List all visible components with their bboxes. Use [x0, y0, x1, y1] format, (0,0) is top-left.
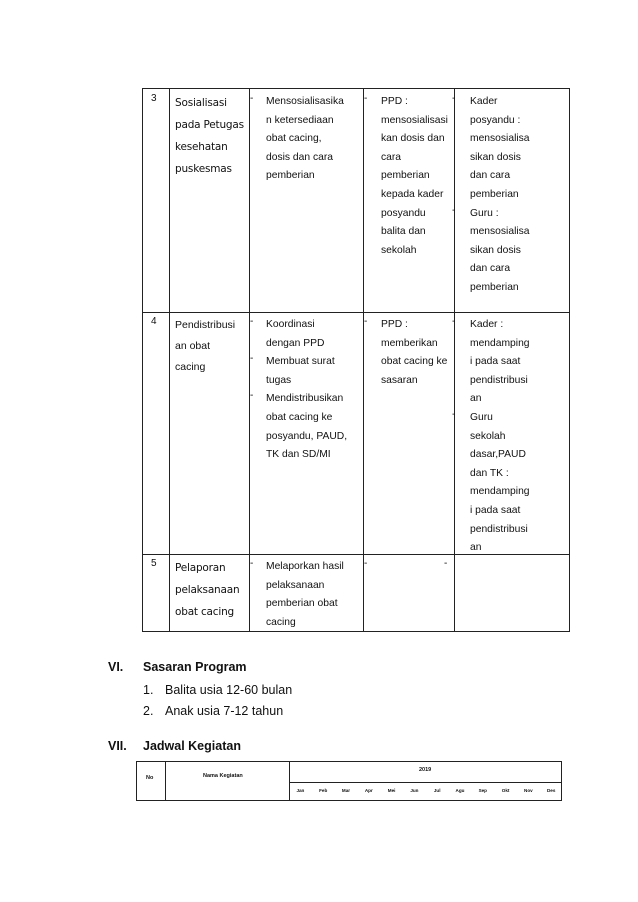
month-header: Jan: [296, 788, 305, 793]
row-number: 5: [151, 558, 157, 569]
month-header: Jun: [410, 788, 419, 793]
name-header: Nama Kegiatan: [203, 773, 243, 779]
month-header: Okt: [501, 788, 510, 793]
month-header: Mar: [341, 788, 351, 793]
month-header: Jul: [433, 788, 441, 793]
ppd-role: [364, 93, 456, 260]
activity-detail: [250, 93, 358, 186]
ppd-role: [364, 558, 456, 577]
list-item: 1. Balita usia 12-60 bulan: [143, 683, 293, 697]
month-header: Agu: [455, 788, 465, 793]
table-row: [143, 89, 569, 313]
list-item: - Melaporkan hasil pelaksanaan pemberian obat cacing: [250, 558, 344, 628]
month-header: Nov: [524, 788, 533, 793]
list-item: - Mensosialisasika n ketersediaan obat cacing, dosis dan cara pemberian: [250, 93, 344, 182]
row-number: 4: [151, 316, 157, 327]
section-number: VII.: [108, 739, 127, 753]
list-item: - Kader : mendamping i pada saat pendistribusi an: [452, 316, 530, 405]
month-header: Mei: [387, 788, 396, 793]
table-row: [143, 312, 569, 555]
list-item: - PPD : mensosialisasi kan dosis dan cara pemberian kepada kader posyandu balita dan sekolah: [364, 93, 448, 256]
partner-role: [452, 93, 564, 298]
month-header: Apr: [364, 788, 373, 793]
list-item: - Guru : mensosialisa sikan dosis dan cara pemberian: [452, 204, 530, 293]
list-item: - Guru sekolah dasar,PAUD dan TK : mendamping i pada saat pendistribusi an: [452, 408, 530, 554]
section-number: VI.: [108, 660, 124, 674]
activity-name: Pendistribusi an obat cacing: [175, 319, 236, 373]
list-item: - Mendistribusikan obat cacing ke posyandu, PAUD, TK dan SD/MI: [250, 390, 348, 461]
activities-table: [142, 88, 570, 632]
month-header: Feb: [319, 788, 328, 793]
list-item: -: [364, 558, 368, 569]
partner-role: [452, 316, 564, 558]
table-row: [143, 554, 569, 631]
schedule-table: [136, 761, 562, 801]
activity-detail: [250, 316, 358, 465]
section-title: Jadwal Kegiatan: [143, 739, 241, 753]
month-header: Des: [546, 788, 556, 793]
list-item: -: [444, 558, 448, 569]
year-header: 2019: [419, 767, 432, 773]
list-item: - Membuat surat tugas: [250, 353, 335, 386]
row-number: 3: [151, 93, 157, 104]
section-title: Sasaran Program: [143, 660, 247, 674]
partner-role: [444, 558, 564, 577]
list-item: - Koordinasi dengan PPD: [250, 316, 325, 349]
ppd-role: [364, 316, 456, 390]
activity-name: Sosialisasi pada Petugas kesehatan puskesmas: [175, 97, 244, 175]
target-list: [143, 680, 292, 722]
activity-name: Pelaporan pelaksanaan obat cacing: [175, 562, 240, 618]
activity-detail: [250, 558, 358, 632]
list-item: - Kader posyandu : mensosialisa sikan dosis dan cara pemberian: [452, 93, 530, 200]
no-header: No: [146, 775, 154, 781]
list-item: 2. Anak usia 7-12 tahun: [143, 704, 284, 718]
month-header: Sep: [478, 788, 487, 793]
list-item: - PPD : memberikan obat cacing ke sasaran: [364, 316, 448, 386]
